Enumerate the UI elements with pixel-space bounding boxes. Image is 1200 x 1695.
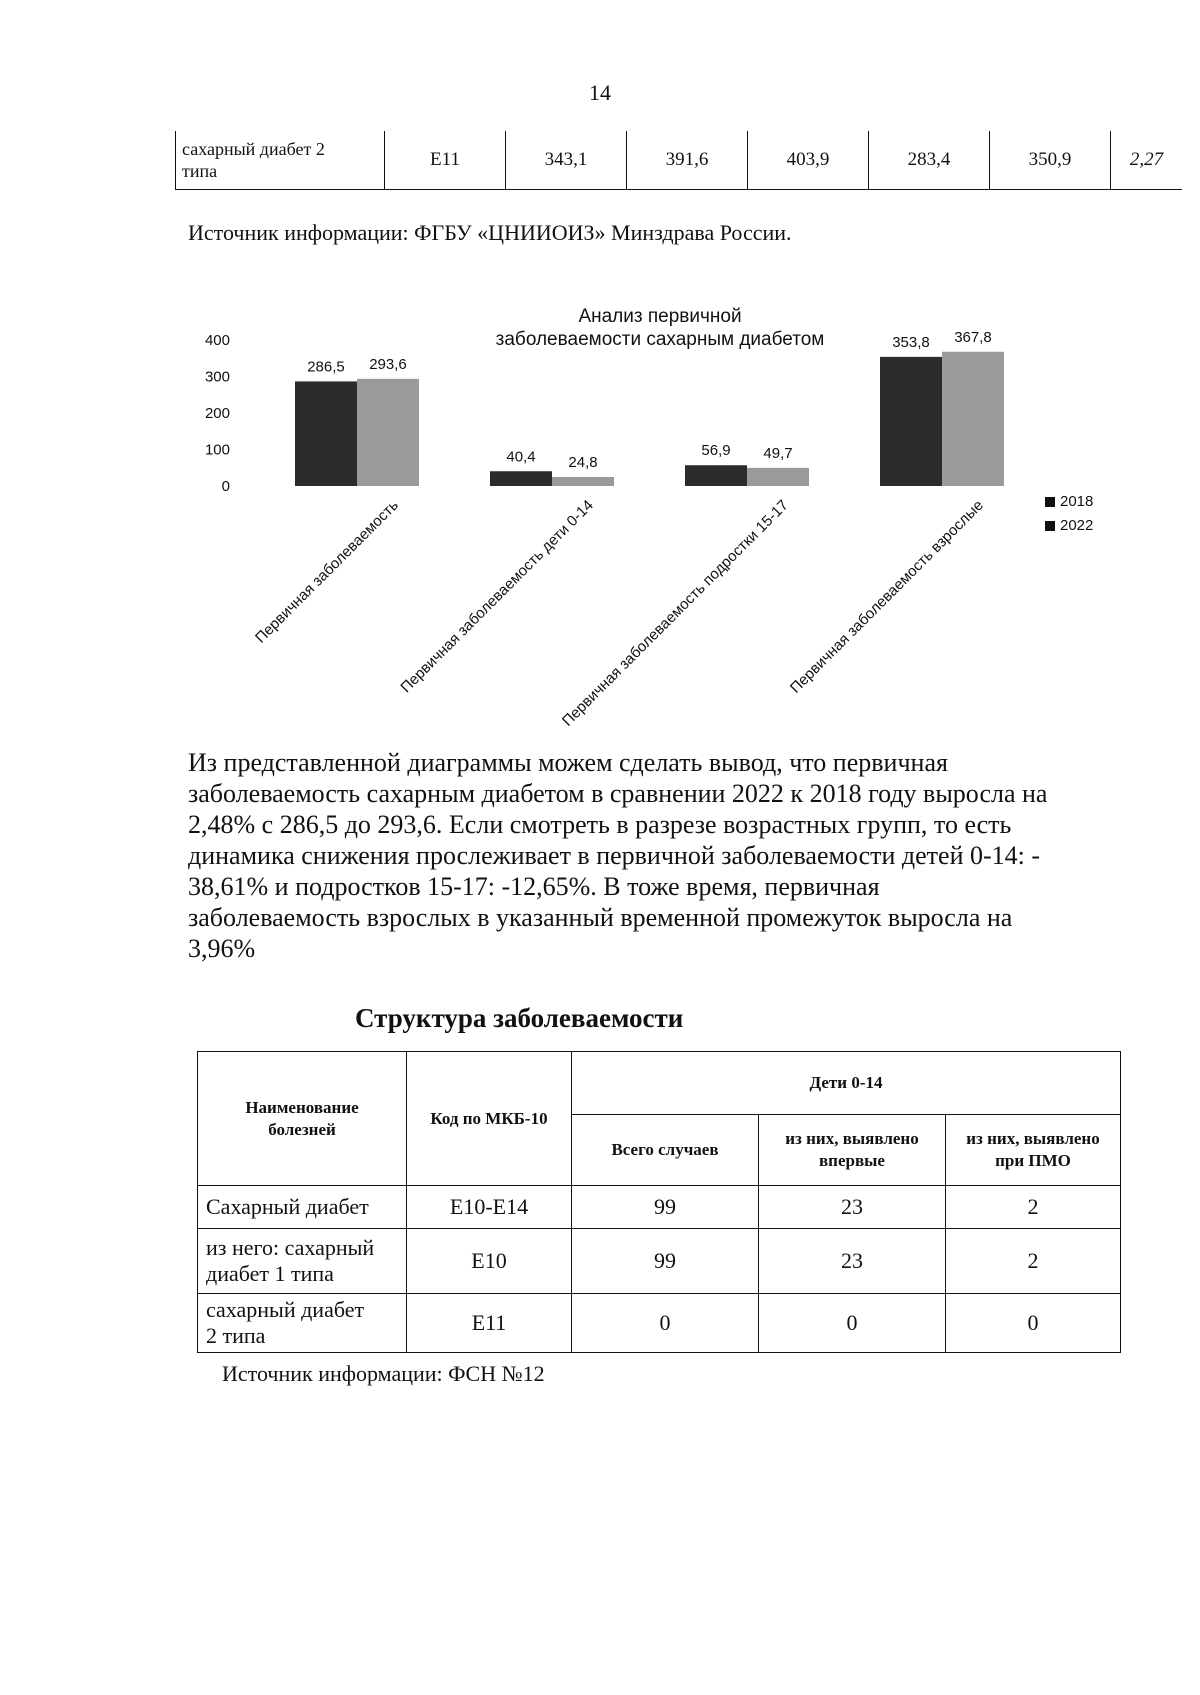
value-cell: 343,1 <box>506 131 627 190</box>
disease-name-cell: из него: сахарный диабет 1 типа <box>198 1229 407 1294</box>
total-cell: 99 <box>572 1186 759 1229</box>
value-cell: 283,4 <box>869 131 990 190</box>
legend-swatch <box>1045 497 1055 507</box>
chart-legend <box>1045 490 1093 538</box>
bar-2018 <box>295 381 357 486</box>
legend-item: 2018 <box>1045 490 1093 514</box>
morbidity-structure-table <box>197 1051 1121 1353</box>
y-tick-label: 0 <box>221 478 230 495</box>
column-header-total: Всего случаев <box>572 1115 759 1186</box>
bar-2018 <box>490 471 552 486</box>
table-row <box>198 1294 1121 1353</box>
legend-item: 2022 <box>1045 514 1093 538</box>
bar-2022 <box>357 379 419 486</box>
source-note: Источник информации: ФСН №12 <box>222 1361 545 1386</box>
icd-code-cell: E11 <box>385 131 506 190</box>
data-label: 49,7 <box>763 444 793 462</box>
disease-name-cell: Сахарный диабет <box>198 1186 407 1229</box>
bar-2022 <box>942 352 1004 486</box>
pmo-cell: 2 <box>946 1229 1121 1294</box>
first-cell: 23 <box>759 1186 946 1229</box>
bar-2022 <box>552 477 614 486</box>
column-header-pmo: из них, выявлено при ПМО <box>946 1115 1121 1186</box>
data-label: 353,8 <box>892 333 930 351</box>
table-header-row <box>198 1052 1121 1115</box>
first-cell: 23 <box>759 1229 946 1294</box>
icd-code-cell: E10-E14 <box>407 1186 572 1229</box>
category-label: Первичная заболеваемость подростки 15-17 <box>558 496 792 730</box>
icd-code-cell: E10 <box>407 1229 572 1294</box>
data-label: 24,8 <box>568 453 598 471</box>
source-note: Источник информации: ФГБУ «ЦНИИОИЗ» Минздрава России. <box>188 220 792 245</box>
bar-2018 <box>685 465 747 486</box>
y-tick-label: 300 <box>204 368 230 386</box>
value-cell: 350,9 <box>990 131 1111 190</box>
value-cell: 2,27 <box>1111 131 1183 190</box>
data-label: 293,6 <box>369 355 407 373</box>
category-label: Первичная заболеваемость <box>252 496 402 647</box>
table-row <box>176 131 1183 190</box>
table-row <box>198 1229 1121 1294</box>
y-tick-label: 100 <box>204 441 230 459</box>
data-label: 40,4 <box>506 448 536 466</box>
pmo-cell: 2 <box>946 1186 1121 1229</box>
section-heading: Структура заболеваемости <box>355 1003 684 1033</box>
total-cell: 99 <box>572 1229 759 1294</box>
chart-canvas <box>200 295 1120 765</box>
value-cell: 391,6 <box>627 131 748 190</box>
continued-table-row <box>175 131 1182 190</box>
pmo-cell: 0 <box>946 1294 1121 1353</box>
column-header-first: из них, выявлено впервые <box>759 1115 946 1186</box>
first-cell: 0 <box>759 1294 946 1353</box>
disease-name-cell: сахарный диабет 2 типа <box>176 131 385 190</box>
data-label: 56,9 <box>701 442 731 460</box>
column-header-name: Наименование болезней <box>198 1052 407 1186</box>
legend-swatch <box>1045 521 1055 531</box>
category-label: Первичная заболеваемость дети 0-14 <box>397 496 597 697</box>
y-tick-label: 200 <box>204 405 230 422</box>
page-number: 14 <box>589 80 611 105</box>
bar-2022 <box>747 468 809 486</box>
y-tick-label: 400 <box>204 332 230 349</box>
bar-2018 <box>880 357 942 486</box>
table-row <box>198 1186 1121 1229</box>
disease-name-cell: сахарный диабет 2 типа <box>198 1294 407 1353</box>
column-header-code: Код по МКБ-10 <box>407 1052 572 1186</box>
value-cell: 403,9 <box>748 131 869 190</box>
data-label: 286,5 <box>307 358 345 376</box>
total-cell: 0 <box>572 1294 759 1353</box>
icd-code-cell: E11 <box>407 1294 572 1353</box>
category-label: Первичная заболеваемость взрослые <box>786 496 987 697</box>
column-group-header: Дети 0-14 <box>572 1052 1121 1115</box>
incidence-chart <box>200 295 1120 765</box>
chart-title: Анализ первичной заболеваемости сахарным диабетом <box>495 306 825 350</box>
data-label: 367,8 <box>954 328 992 346</box>
conclusion-paragraph: Из представленной диаграммы можем сделать вывод, что первичная заболеваемость сахарным диабетом в сравнении 2022 к 2018 году выросла на 2,48% с 286,5 до 293,6. Если смотреть в разрезе возрастных групп, то есть динамика снижения прослеживает в первичной заболеваемости детей 0-14: - 38,61% и подростков 15-17: -12,65%. В тоже время, первичная заболеваемость взрослых в указанный временной промежуток выросла на 3,96% <box>188 748 1048 963</box>
